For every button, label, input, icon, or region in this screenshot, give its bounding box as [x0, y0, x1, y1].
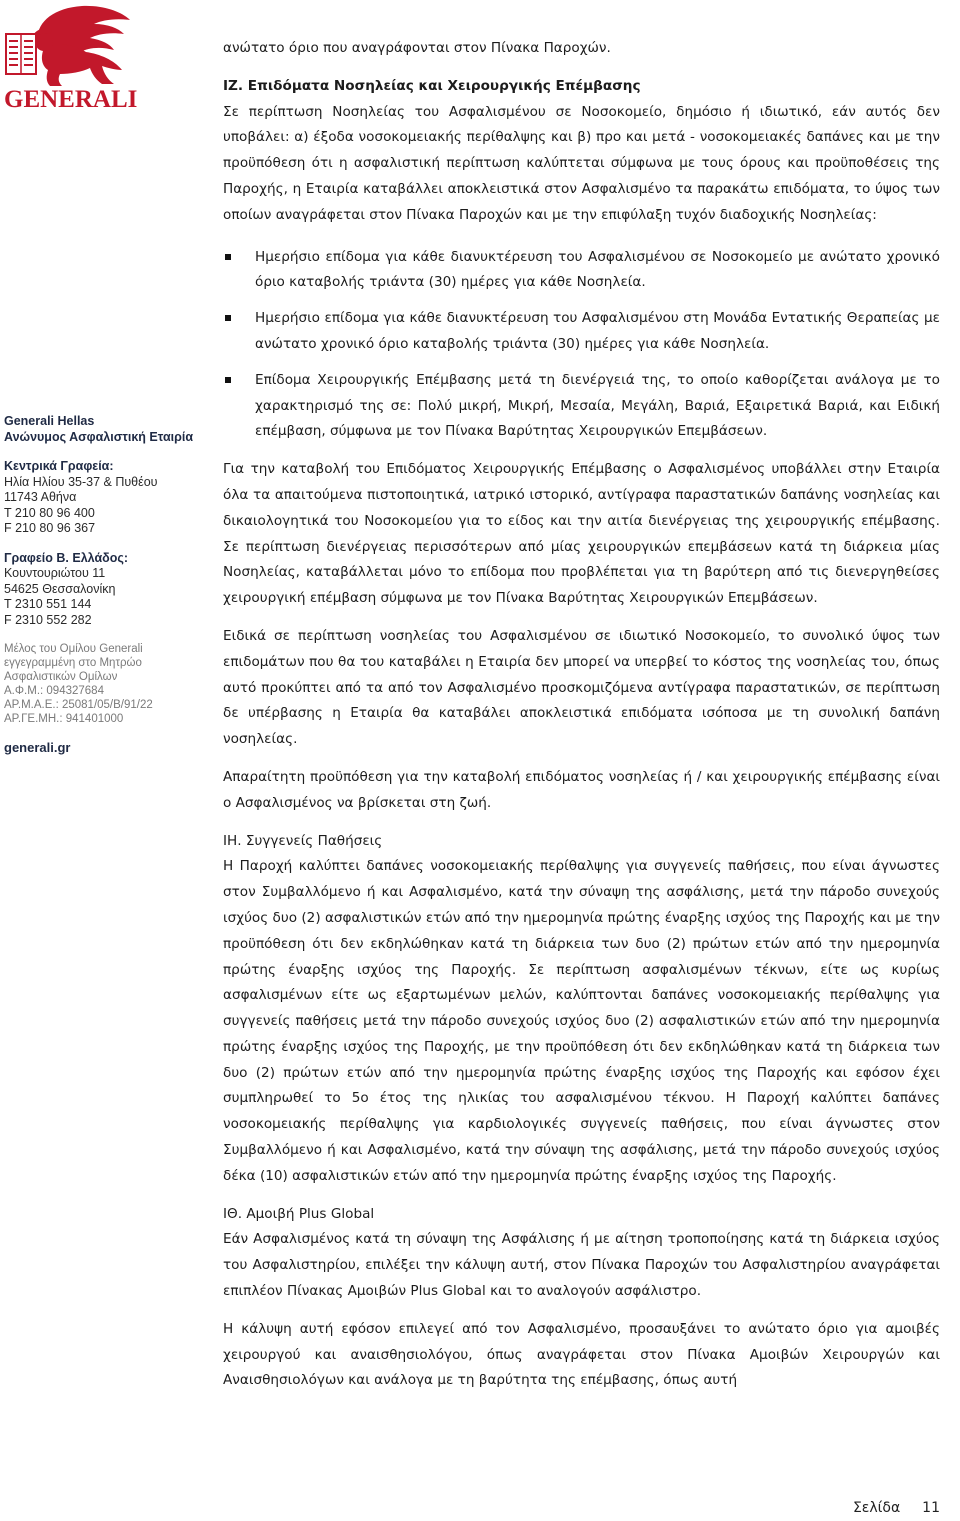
private-hospital-paragraph: Ειδικά σε περίπτωση νοσηλείας του Ασφαλισμένου σε ιδιωτικό Νοσοκομείο, το συνολικό ύψος των επιδομάτων που θα του καταβάλει η Εταιρία δεν μπορεί να υπερβεί το κόστος της νοσηλείας του, όπως αυτό προκύπτει από τα από τον Ασφαλισμένο προσκομιζόμενα αντίγραφα παραστατικών, σε περίπτωση δε υπέρβασης η Εταιρία θα καταβάλει αποκλειστικά επιδόματα ισόποσα με τη συνολική δαπάνη νοσηλείας.: [223, 627, 940, 748]
afm-number: Α.Φ.Μ.: 094327684: [4, 685, 104, 697]
group-line-1: Μέλος του Ομίλου Generali: [4, 643, 143, 655]
page-footer: [840, 1500, 940, 1516]
surgery-paragraph: Για την καταβολή του Επιδόματος Χειρουργικής Επέμβασης ο Ασφαλισμένος υποβάλλει στην Εταιρία όλα τα απαιτούμενα πιστοποιητικά, ιατρικό ιστορικό, αντίγραφα παραστατικών δαπάνης νοσηλείας και δικαιολογητικά του Νοσοκομείου για το είδος και την αιτία διενέργειας της χειρουργικής επέμβασης. Σε περίπτωση διενέργειας περισσότερων από μίας χειρουργικών επεμβάσεων κατά τη διάρκεια μίας Νοσηλείας, καταβάλλεται μόνο το επίδομα που προβλέπεται για τη βαρύτερη από τις διενεργηθείσες χειρουργική επέμβαση σύμφωνα με τον Πίνακα Βαρύτητας Χειρουργικών Επεμβάσεων.: [223, 461, 940, 607]
page-label: Σελίδα: [852, 1500, 901, 1516]
hq-address: Ηλία Ηλίου 35-37 & Πυθέου: [4, 474, 158, 489]
company-type: Ανώνυμος Ασφαλιστική Εταιρία: [4, 429, 194, 444]
website-link[interactable]: generali.gr: [4, 740, 71, 755]
hq-city: 11743 Αθήνα: [4, 490, 77, 504]
north-phone: T 2310 551 144: [4, 597, 92, 611]
section-iz-title: ΙΖ. Επιδόματα Νοσηλείας και Χειρουργικής Επέμβασης: [223, 77, 641, 94]
company-name: Generali Hellas: [4, 414, 95, 428]
group-line-2: εγγεγραμμένη στο Μητρώο: [4, 657, 142, 669]
section-ih-title: ΙΗ. Συγγενείς Παθήσεις: [223, 832, 383, 849]
north-office-label: Γραφείο Β. Ελλάδος:: [4, 550, 129, 565]
bullet-item: Επίδομα Χειρουργικής Επέμβασης μετά τη διενέργειά της, το οποίο καθορίζεται ανάλογα με το χαρακτηρισμό της σε: Πολύ μικρή, Μικρή, Μεσαία, Μεγάλη, Βαριά, Εξαιρετικά Βαριά, και Ειδική επέμβαση, σύμφωνα με τον Πίνακα Βαρύτητας Χειρουργικών Επεμβάσεων.: [223, 368, 940, 445]
section-ih-paragraph: Η Παροχή καλύπτει δαπάνες νοσοκομειακής περίθαλψης για συγγενείς παθήσεις, που είναι άγνωστες στον Συμβαλλόμενο ή και Ασφαλισμένο, κατά την σύναψη της ασφάλισης, μετά την πάροδο συνεχούς ισχύος δυο (2) ασφαλιστικών ετών από την ημερομηνία πρώτης έναρξης ισχύος της Παροχής και με την προϋπόθεση ότι δεν εκδηλώθηκαν κατά τη διάρκεια των δυο (2) πρώτων ετών από την ημερομηνία πρώτης έναρξης ισχύος της Παροχής. Σε περίπτωση ασφαλισμένων τέκνων, είτε ως κυρίως ασφαλισμένων είτε ως εξαρτωμένων μελών, καλύπτονται δαπάνες νοσοκομειακής περίθαλψης για συγγενείς παθήσεις μετά την πάροδο συνεχούς ισχύος δυο (2) ασφαλιστικών ετών από την ημερομηνία πρώτης έναρξης ισχύος της Παροχής, με την προϋπόθεση ότι δεν εκδηλώθηκαν κατά τη διάρκεια των δυο (2) πρώτων ετών από την ημερομηνία πρώτης έναρξης ισχύος της Παροχής και εφόσον έχει συμπληρωθεί το 5ο έτος της ηλικίας του ασφαλισμένου τέκνου. Η Παροχή καλύπτει δαπάνες νοσοκομειακής περίθαλψης για καρδιολογικές συγγενείς παθήσεις, που είναι άγνωστες στον Συμβαλλόμενο ή και Ασφαλισμένο, κατά την σύναψη της ασφάλισης, μετά την πάροδο συνεχούς ισχύος δέκα (10) ασφαλιστικών ετών από την ημερομηνία πρώτης έναρξης ισχύος της Παροχής.: [223, 858, 940, 1184]
document-body: [223, 36, 940, 1394]
north-address: Κουντουριώτου 11: [4, 566, 106, 580]
argemi-number: ΑΡ.ΓΕ.ΜΗ.: 941401000: [4, 713, 124, 725]
company-info-sidebar: [4, 414, 204, 756]
generali-logo: [4, 4, 138, 113]
hq-phone: T 210 80 96 400: [4, 505, 95, 520]
winged-lion-icon: [4, 4, 132, 90]
section-iz-paragraph: Σε περίπτωση Νοσηλείας του Ασφαλισμένου σε Νοσοκομείο, δημόσιο ή ιδιωτικό, εάν αυτός δεν υποβάλει: α) έξοδα νοσοκομειακής περίθαλψης και β) προ και μετά - νοσοκομειακές δαπάνες και με την προϋπόθεση ότι η ασφαλιστική περίπτωση καλύπτεται σύμφωνα με τους όρους και προϋποθέσεις της Παροχής, η Εταιρία καταβάλλει αποκλειστικά στον Ασφαλισμένο τα παρακάτω επιδόματα, το ύψος των οποίων αναγράφεται στον Πίνακα Παροχών και με την επιφύλαξη τυχόν διαδοχικής Νοσηλείας:: [223, 103, 940, 223]
alive-condition-paragraph: Απαραίτητη προϋπόθεση για την καταβολή επιδόματος νοσηλείας ή / και χειρουργικής επέμβασης είναι ο Ασφαλισμένος να βρίσκεται στη ζωή.: [223, 768, 940, 811]
bullet-item: Ημερήσιο επίδομα για κάθε διανυκτέρευση του Ασφαλισμένου στη Μονάδα Εντατικής Θεραπείας με ανώτατο χρονικό όριο καταβολής τριάντα (30) ημέρες για κάθε Νοσηλεία.: [223, 306, 940, 358]
logo-wordmark: GENERALI: [4, 86, 138, 113]
group-line-3: Ασφαλιστικών Ομίλων: [4, 671, 118, 683]
north-city: 54625 Θεσσαλονίκη: [4, 581, 116, 596]
hq-label: Κεντρικά Γραφεία:: [4, 459, 114, 473]
arma-number: ΑΡ.Μ.Α.Ε.: 25081/05/Β/91/22: [4, 699, 153, 711]
hq-fax: F 210 80 96 367: [4, 521, 96, 535]
bullet-item: Ημερήσιο επίδομα για κάθε διανυκτέρευση του Ασφαλισμένου σε Νοσοκομείο με ανώτατο χρονικό όριο καταβολής τριάντα (30) ημέρες για κάθε Νοσηλεία.: [223, 245, 940, 297]
section-ith-paragraph: Εάν Ασφαλισμένος κατά τη σύναψη της Ασφάλισης ή με αίτηση τροποποίησης κατά τη διάρκεια ισχύος του Ασφαλιστηρίου, επιλέξει την κάλυψη αυτή, στον Πίνακα Παροχών του Ασφαλιστηρίου αναγράφεται επιπλέον Πίνακας Αμοιβών Plus Global και το αναλογούν ασφάλιστρο.: [223, 1231, 940, 1300]
north-fax: F 2310 552 282: [4, 612, 92, 627]
page-number: 11: [922, 1500, 940, 1516]
last-paragraph: Η κάλυψη αυτή εφόσον επιλεγεί από τον Ασφαλισμένο, προσαυξάνει το ανώτατο όριο για αμοιβές χειρουργού και αναισθησιολόγου, όπως αναγράφεται στον Πίνακα Αμοιβών Χειρουργών και Αναισθησιολόγων και ανάλογα με τη βαρύτητα της επέμβασης, όπως αυτή: [223, 1320, 940, 1389]
section-ith-title: ΙΘ. Αμοιβή Plus Global: [223, 1205, 375, 1222]
intro-line: ανώτατο όριο που αναγράφονται στον Πίνακα Παροχών.: [223, 40, 611, 56]
